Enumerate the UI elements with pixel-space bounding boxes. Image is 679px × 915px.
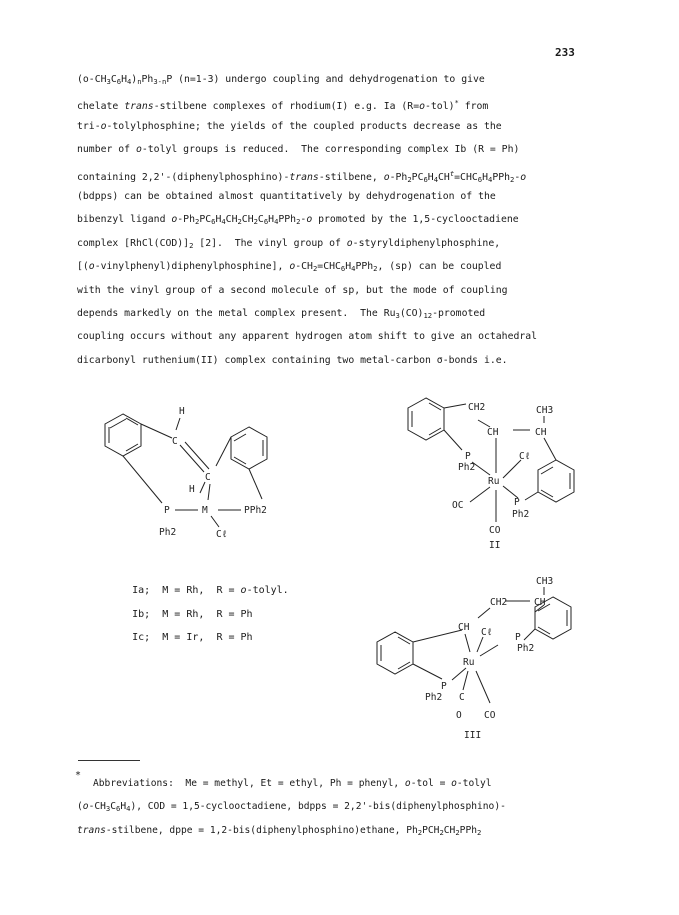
bond (478, 420, 490, 427)
atom-label: Ph2 (425, 692, 443, 703)
double-bond (180, 445, 204, 472)
text-run: -tolyl groups is reduced. The corresponding complex Ib (R = Ph) (141, 144, 520, 156)
footnote (77, 772, 637, 842)
italic-run: o (82, 801, 89, 813)
bond (413, 664, 442, 679)
legend-r-rest: -tolyl. (246, 585, 289, 596)
text-run: from (458, 101, 489, 113)
text-run: C (110, 74, 117, 85)
atom-label: CH (535, 427, 547, 438)
text-run: -Ph (177, 214, 195, 226)
bond (477, 637, 483, 652)
text-run: C (110, 801, 116, 813)
bond (452, 668, 466, 680)
text-run: Abbreviations: Me = methyl, Et = ethyl, Ph = phenyl, (93, 778, 405, 789)
text-run: H (215, 214, 222, 226)
subscript: 4 (126, 804, 131, 814)
footnote-line (77, 772, 637, 795)
text-run: depends markedly on the metal complex present. The Ru (77, 307, 396, 319)
benzene-ring (408, 398, 444, 440)
atom-label: C (172, 436, 178, 447)
text-run: PPh (355, 261, 374, 273)
atom-label: CH (487, 427, 499, 438)
atom-label: CH3 (536, 405, 554, 416)
text-run: H (427, 171, 434, 183)
subscript: 4 (433, 174, 439, 184)
benzene-ring (231, 427, 267, 469)
text-run: -Ph (389, 171, 408, 183)
text-run: - (514, 171, 521, 183)
atom-label: O (456, 710, 462, 721)
atom-label: CH2 (468, 402, 486, 413)
subscript: 2 (477, 827, 482, 837)
bond (480, 645, 498, 656)
atom-label: P (465, 451, 471, 462)
footnote-star: * (75, 770, 82, 781)
subscript: 3 (105, 804, 111, 814)
aromatic-bond (234, 434, 246, 441)
atom-label: C (459, 692, 465, 703)
bond (413, 630, 462, 642)
atom-label: CH (458, 622, 470, 633)
bond (524, 629, 535, 640)
italic-run: o (346, 237, 353, 249)
subscript: 6 (477, 174, 483, 184)
text-run: PC (199, 214, 212, 226)
legend-r: R = Ph (216, 632, 253, 643)
legend-r-italic: o (240, 585, 247, 596)
aromatic-bond (398, 637, 410, 644)
atom-label: Ph2 (512, 509, 530, 520)
benzene-ring (538, 460, 574, 502)
subscript: 4 (221, 217, 226, 227)
page-number: 233 (555, 46, 575, 59)
text-run: PCH (422, 824, 440, 836)
aromatic-bond (126, 444, 138, 451)
bond (444, 404, 466, 408)
text-run: -stilbene complexes of rhodium(I) e.g. Ia (R= (153, 101, 420, 113)
text-run: H (120, 801, 127, 813)
text-run: -tol) (425, 101, 455, 113)
text-run: H (121, 74, 127, 85)
atom-label: P (441, 681, 447, 692)
text-run: chelate (77, 101, 125, 113)
footnote-line (77, 819, 637, 842)
atom-label: Ph2 (458, 462, 476, 473)
text-run: -promoted (432, 307, 486, 319)
subscript: 6 (211, 217, 216, 227)
italic-run: o (383, 171, 390, 183)
atom-label: P (514, 497, 520, 508)
text-run: CH (438, 171, 450, 183)
bond (465, 634, 470, 652)
subscript: 2 (417, 827, 423, 837)
atom-label: P (515, 632, 521, 643)
aromatic-bond (429, 428, 441, 435)
text-run: coupling occurs without any apparent hydrogen atom shift to give an octahedral (77, 331, 538, 343)
bond (176, 418, 180, 430)
text-run: ( (77, 801, 83, 813)
bond (463, 671, 468, 690)
italic-run: o (404, 778, 411, 789)
atom-label: M (202, 505, 208, 516)
legend-label: Ib; (132, 609, 151, 620)
subscript: 6 (116, 804, 121, 814)
text-run: -tol = (410, 778, 452, 789)
bond (208, 484, 210, 500)
text-run: CH (443, 824, 456, 836)
bond (249, 469, 262, 499)
bond (544, 438, 556, 460)
text-run: tri- (77, 120, 101, 132)
text-run: number of (77, 144, 136, 156)
structure-number: III (464, 730, 482, 741)
subscript: 2 (253, 217, 258, 227)
atom-label: Cℓ (481, 627, 493, 638)
atom-label: C (205, 472, 211, 483)
text-run: PPh (459, 824, 477, 836)
text-run: containing 2,2'-(diphenylphosphino)- (77, 171, 290, 183)
text-run: -CH (88, 801, 106, 813)
structure-I (105, 414, 267, 527)
subscript: 12 (423, 310, 433, 320)
subscript: n (137, 77, 142, 86)
italic-run: o (289, 261, 296, 273)
aromatic-bond (234, 457, 246, 464)
subscript: 6 (423, 174, 428, 184)
subscript: 2 (312, 264, 318, 274)
text-run: PPh (278, 214, 297, 226)
atom-label: Cℓ (519, 451, 531, 462)
text-run: -tolyl (456, 778, 492, 789)
text-run: [2]. The vinyl group of (193, 237, 347, 249)
subscript: 6 (116, 77, 122, 86)
atom-label: Cℓ (216, 529, 228, 540)
atom-label: Ru (488, 476, 500, 487)
double-bond (185, 442, 209, 469)
atom-label: Ru (463, 657, 475, 668)
text-run: with the vinyl group of a second molecule of sp, but the mode of coupling (77, 284, 508, 296)
text-run: H (268, 214, 275, 226)
subscript: 3 (395, 310, 400, 320)
text-run: PC (411, 171, 424, 183)
text-run: -styryldiphenylphosphine, (352, 237, 501, 249)
text-run: H (345, 261, 352, 273)
legend-r: R = (216, 585, 241, 596)
subscript: 2 (189, 240, 194, 250)
bond (123, 456, 162, 503)
atom-label: OC (452, 500, 464, 511)
text-run: [( (77, 261, 89, 273)
italic-run: o (306, 214, 313, 226)
subscript: 2 (194, 217, 200, 227)
atom-label: P (164, 505, 170, 516)
footnote-line (77, 795, 637, 818)
italic-run: o (171, 214, 178, 226)
bond (470, 487, 490, 502)
subscript: 3 (106, 77, 111, 86)
text-run: -tolylphosphine; the yields of the coupled products decrease as the (106, 120, 502, 132)
text-run: Ph (141, 74, 154, 85)
benzene-ring (377, 632, 413, 674)
italic-run: trans (77, 824, 106, 836)
aromatic-bond (541, 467, 553, 474)
atom-label: CO (489, 525, 501, 536)
atom-label: H (179, 406, 185, 417)
atom-label: CH3 (536, 576, 554, 587)
subscript: 4 (487, 174, 493, 184)
subscript: 2 (237, 217, 242, 227)
subscript: 3-n (153, 77, 167, 86)
text-run: -stilbene, dppe = 1,2-bis(diphenylphosphino)ethane, Ph (105, 824, 418, 836)
text-run: CH (241, 214, 254, 226)
text-run: ), COD = 1,5-cyclooctadiene, bdpps = 2,2'-bis(diphenylphosphino)- (130, 801, 506, 813)
text-run: -stilbene, (318, 171, 384, 183)
text-run: P (n=1-3) undergo coupling and dehydrogenation to give (166, 74, 485, 85)
bond (478, 608, 490, 618)
bond (503, 460, 521, 478)
text-run: H (482, 171, 488, 183)
text-run: (o-CH (77, 74, 107, 85)
aromatic-bond (541, 490, 553, 497)
atom-label: Ph2 (517, 643, 535, 654)
subscript: 4 (126, 77, 132, 86)
legend-metal: M = Ir, (162, 632, 205, 643)
footnote-rule (78, 760, 140, 761)
subscript: 2 (296, 217, 301, 227)
trans-marker: t (449, 168, 455, 178)
structure-number: II (489, 540, 501, 551)
bond (216, 437, 231, 466)
text-run: promoted by the 1,5-cyclooctadiene (312, 214, 519, 226)
atom-label: CH (534, 597, 546, 608)
subscript: 4 (274, 217, 279, 227)
subscript: 2 (373, 264, 378, 274)
text-run: , (sp) can be coupled (377, 261, 502, 273)
text-run: =CHC (454, 171, 478, 183)
text-run: (bdpps) can be obtained almost quantitatively by dehydrogenation of the (77, 190, 496, 202)
text-run: PPh (492, 171, 511, 183)
subscript: 2 (455, 827, 460, 837)
bond (444, 430, 462, 450)
text-run: complex [RhCl(COD)] (77, 237, 190, 249)
legend-row (96, 621, 253, 654)
atom-label: H (189, 484, 195, 495)
subscript: 2 (510, 174, 515, 184)
legend-metal: M = Rh, (162, 585, 205, 596)
atom-label: CO (484, 710, 496, 721)
aromatic-bond (538, 627, 550, 634)
italic-run: o (520, 171, 527, 183)
bond (211, 516, 219, 527)
italic-run: o (100, 120, 107, 132)
bond (141, 424, 172, 438)
italic-run: o (451, 778, 457, 789)
text-run: dicarbonyl ruthenium(II) complex containing two metal-carbon σ-bonds i.e. (77, 354, 508, 366)
italic-run: o (135, 144, 142, 156)
atom-label: Ph2 (159, 527, 177, 538)
bond (525, 492, 538, 500)
text-run: (CO) (399, 307, 424, 319)
text-run: =CHC (317, 261, 341, 273)
atom-label: CH2 (490, 597, 508, 608)
text-run: bibenzyl ligand (77, 214, 172, 226)
text-run: CH (225, 214, 238, 226)
atom-label: PPh2 (244, 505, 267, 516)
subscript: 4 (351, 264, 356, 274)
legend-label: Ia; (132, 585, 151, 596)
text-run: C (257, 214, 264, 226)
bond (200, 482, 205, 493)
aromatic-bond (398, 662, 410, 669)
italic-run: o (88, 261, 95, 273)
legend-metal: M = Rh, (162, 609, 205, 620)
aromatic-bond (429, 403, 441, 410)
subscript: 2 (439, 827, 444, 837)
legend-label: Ic; (132, 632, 151, 643)
subscript: 6 (340, 264, 346, 274)
bond (476, 671, 490, 703)
legend-r: R = Ph (216, 609, 253, 620)
text-run: ) (131, 74, 138, 85)
structure-II (408, 398, 574, 522)
italic-run: o (419, 101, 426, 113)
subscript: 2 (407, 174, 412, 184)
footnote-marker: * (454, 98, 459, 108)
italic-run: trans (124, 101, 154, 113)
text-run: -vinylphenyl)diphenylphosphine], (94, 261, 290, 273)
italic-run: trans (289, 171, 319, 183)
text-run: - (300, 214, 307, 226)
text-run: -CH (295, 261, 313, 273)
subscript: 6 (263, 217, 269, 227)
